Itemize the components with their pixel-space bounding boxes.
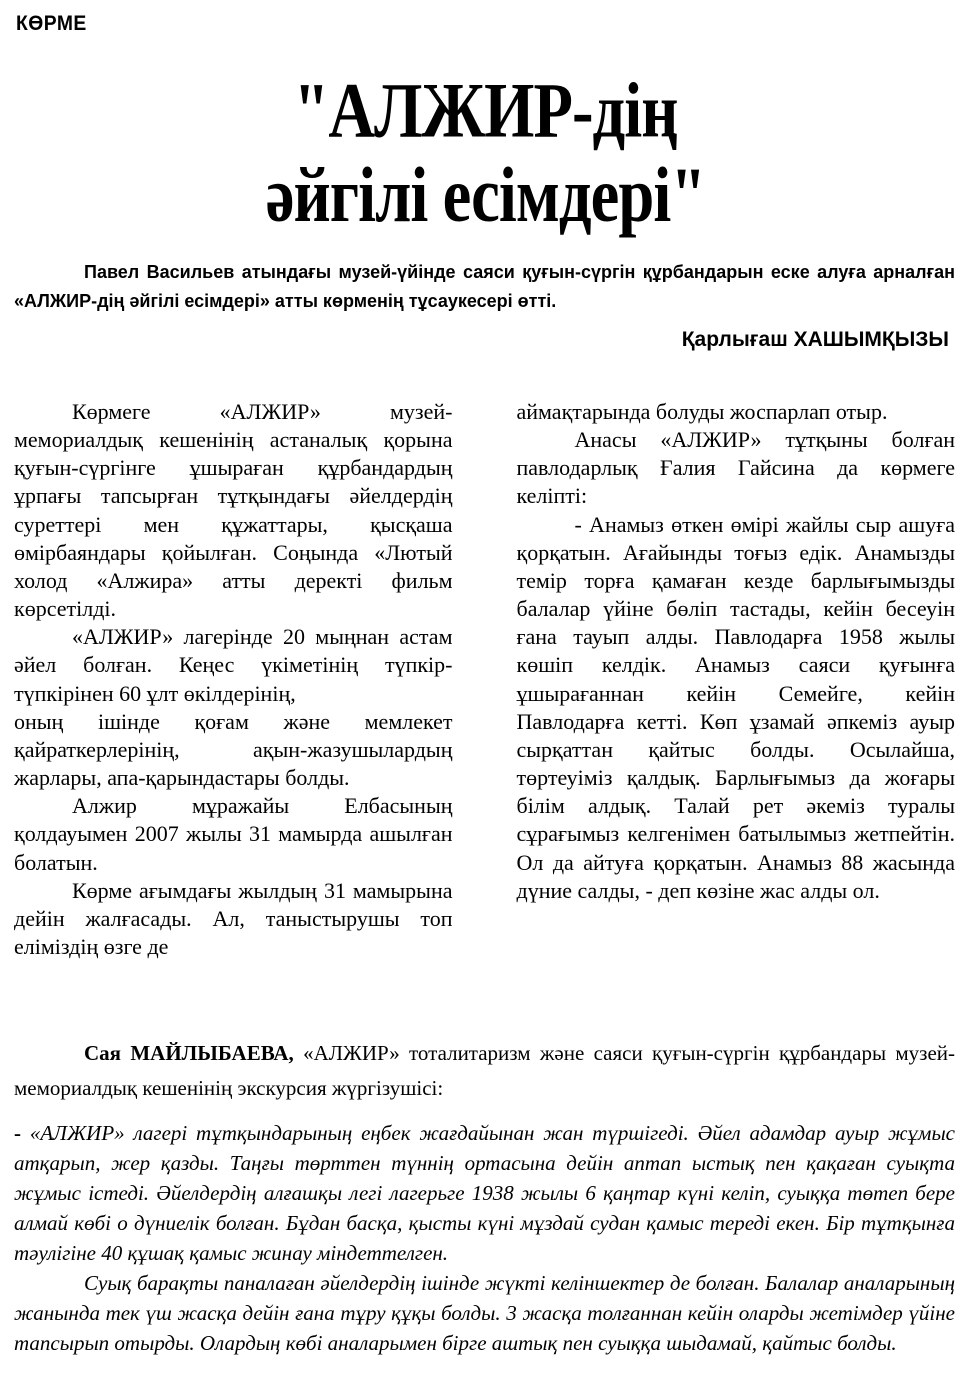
quote-dash: - xyxy=(14,1121,21,1145)
lead-paragraph: Павел Васильев атындағы музей-үйінде саяси қуғын-сүргін құрбандарын еске алуға арналған «АЛЖИР-дің әйгілі есімдері» атты көрменің тұсаукесері өтті. xyxy=(14,262,955,311)
body-paragraph: Көрме ағымдағы жылдың 31 мамырына дейін жалғасады. Ал, таныстырушы топ еліміздің өзге де xyxy=(14,877,453,959)
expert-intro xyxy=(14,1036,955,1105)
quote-paragraph xyxy=(14,1118,955,1268)
section-label: КӨРМЕ xyxy=(16,12,87,35)
body-paragraph: Анасы «АЛЖИР» тұтқыны болған павлодарлық Ғалия Гайсина да көрмеге келіпті: xyxy=(516,427,955,509)
right-column xyxy=(517,398,956,961)
quote-text: «АЛЖИР» лагері тұтқындарының еңбек жағдайынан жан түршігеді. Әйел адамдар ауыр жұмыс атқарып, жер қазды. Таңғы төрттен түннің ортасына дейін аптап ыстық пен қақаған суықта жұмыс істеді. Әйелдердің алғашқы легі лагерьге 1938 жылы 6 қаңтар күні келіп, суыққа төтеп бере алмай көбі о дүниелік болған. Бұдан басқа, қысты күні мұздай судан қамыс тереді екен. Бір тұтқынға тәулігіне 40 құшақ қамыс жинау міндеттелген. xyxy=(14,1121,955,1266)
left-column xyxy=(14,398,453,961)
article-title-line2: әйгілі есімдері" xyxy=(265,150,706,240)
quote-block xyxy=(14,1118,955,1358)
body-paragraph: - Анамыз өткен өмірі жайлы сыр ашуға қорқатын. Ағайынды тоғыз едік. Анамызды темір торға қамаған кезде барлығымызды балалар үйіне бөліп тастады, кейін бесеуін ғана тауып алды. Павлодарға 1958 жылы көшіп келдік. Анамыз саяси қуғынға ұшырағаннан кейін Семейге, кейін Павлодарға кетті. Көп ұзамай әпкеміз ауыр сырқаттан қайтыс болды. Осылайша, төртеуіміз қалдық. Барлығымыз да жоғары білім алдық. Талай рет әкеміз туралы сұрағымыз келгенімен батылымыз жетпейтін. Ол да айтуға қорқатын. Анамыз 88 жасында дүние салды, - деп көзіне жас алды ол. xyxy=(516,511,955,903)
quote-text: Суық барақты паналаған әйелдердің ішінде жүкті келіншектер де болған. Балалар аналарының жанында тек үш жасқа дейін ғана тұру құқы болды. 3 жасқа толғаннан кейін оларды жетімдер үйіне тапсырып отырды. Олардың көбі аналарымен бірге аштық пен суыққа шыдамай, қайтыс болды. xyxy=(14,1271,955,1356)
quote-paragraph xyxy=(14,1268,955,1358)
body-paragraph: «АЛЖИР» лагерінде 20 мыңнан астам әйел болған. Кеңес үкіметінің түпкір-түпкірінен 60 ұлт өкілдерінің, xyxy=(14,624,453,706)
body-columns xyxy=(14,398,955,961)
article-title-line1: "АЛЖИР-дің xyxy=(293,65,678,154)
expert-name: Сая МАЙЛЫБАЕВА, xyxy=(84,1041,294,1065)
expert-role: «АЛЖИР» тоталитаризм және саяси қуғын-сүргін құрбандары музей-мемориалдық кешенінің экскурсия жүргізушісі: xyxy=(14,1041,955,1100)
article-title xyxy=(24,65,946,240)
byline: Қарлығаш ХАШЫМҚЫЗЫ xyxy=(681,328,949,351)
body-paragraph: Алжир мұражайы Елбасының қолдауымен 2007 жылы 31 мамырда ашылған болатын. xyxy=(14,793,453,875)
body-paragraph: аймақтарында болуды жоспарлап отыр. xyxy=(516,399,888,424)
body-paragraph: Көрмеге «АЛЖИР» музей-мемориалдық кешенінің астаналық қорына қуғын-сүргінге ұшыраған құрбандардың ұрпағы тапсырған тұтқындағы әйелдердің суреттері мен құжаттары, қысқаша өмірбаяндары қойылған. Соңында «Лютый холод «Алжира» атты деректі фильм көрсетілді. xyxy=(14,399,453,622)
body-paragraph: оның ішінде қоғам және мемлекет қайраткерлерінің, ақын-жазушылардың жарлары, апа-қарындастары болды. xyxy=(14,708,453,791)
